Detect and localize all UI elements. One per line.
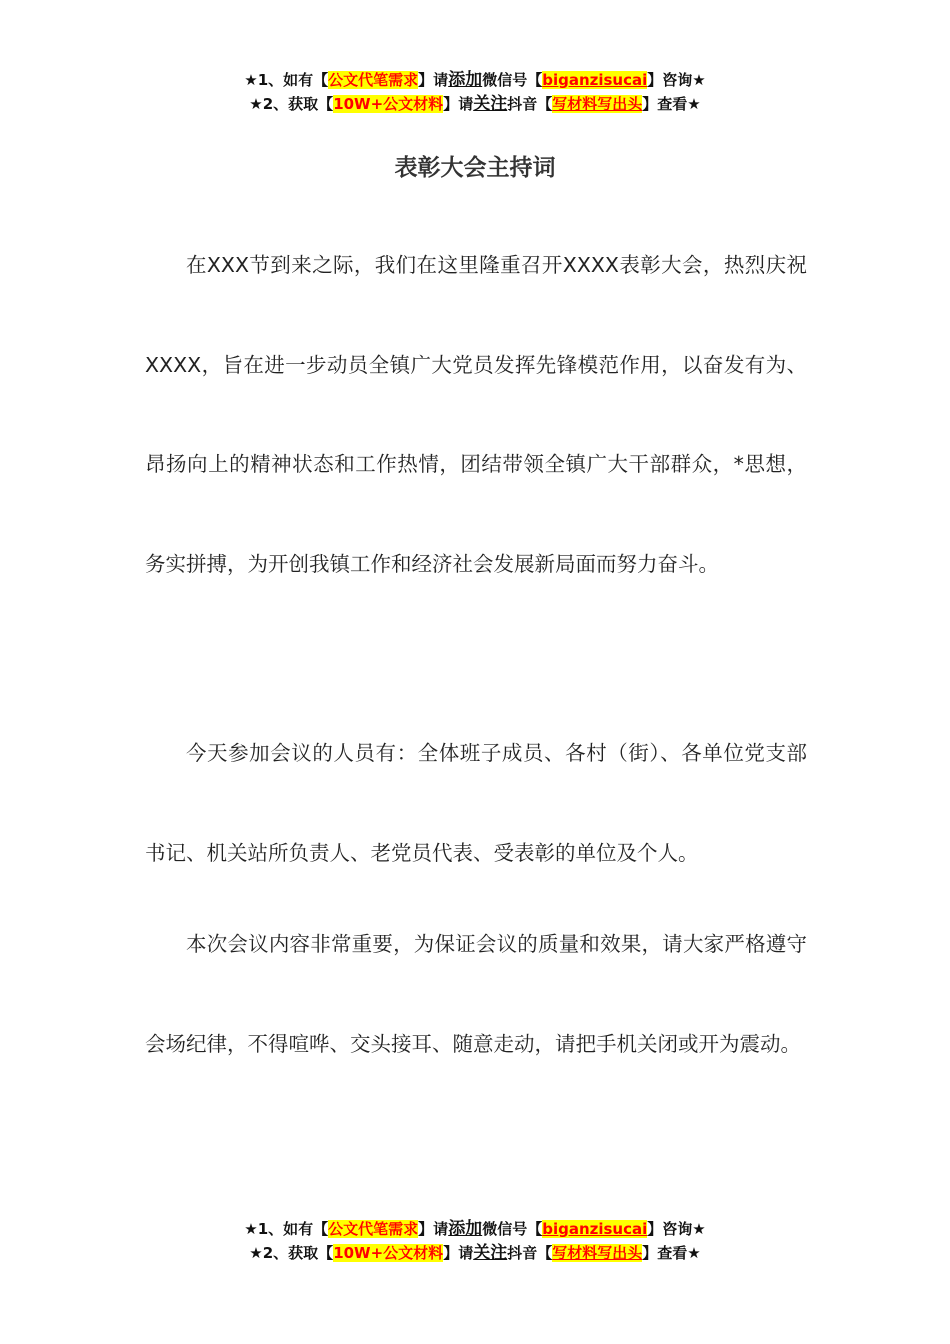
promo-line-2-emphasis: 关注: [473, 1243, 508, 1263]
promo-line-2-highlight-materials: 10W+公文材料: [333, 95, 444, 113]
promo-line-1-prefix: ★1、如有【: [244, 71, 329, 89]
promo-line-1-mid: 】请: [418, 1220, 449, 1238]
promo-line-1-mid-2: 微信号【: [482, 1220, 543, 1238]
body-paragraph-opening: [145, 216, 807, 614]
body-paragraph-attendees: [145, 704, 807, 903]
promo-line-2-suffix: 】查看★: [642, 1244, 701, 1262]
promo-line-1-emphasis: 添加: [448, 70, 483, 90]
promo-line-2-douyin-account: 写材料写出头: [552, 95, 643, 113]
document-title: 表彰大会主持词: [394, 155, 556, 181]
bottom-promo-banner: [0, 1217, 950, 1265]
promo-line-1-highlight-service: 公文代笔需求: [328, 1220, 419, 1238]
promo-line-1-mid-2: 微信号【: [482, 71, 543, 89]
body-paragraph-discipline: [145, 895, 807, 1094]
promo-line-1: [0, 1217, 950, 1241]
promo-line-2-mid-2: 抖音【: [507, 95, 553, 113]
promo-line-1-suffix: 】咨询★: [647, 1220, 706, 1238]
promo-line-2-mid: 】请: [443, 95, 474, 113]
promo-line-2-mid: 】请: [443, 1244, 474, 1262]
promo-line-2-suffix: 】查看★: [642, 95, 701, 113]
promo-line-1-mid: 】请: [418, 71, 449, 89]
paragraph-text: 在XXX节到来之际，我们在这里隆重召开XXXX表彰大会，热烈庆祝XXXX，旨在进一步动员全镇广大党员发挥先锋模范作用，以奋发有为、昂扬向上的精神状态和工作热情，团结带领全镇广大干部群众，*思想，务实拼搏，为开创我镇工作和经济社会发展新局面而努力奋斗。: [145, 253, 807, 576]
promo-line-1-prefix: ★1、如有【: [244, 1220, 329, 1238]
promo-line-1: [0, 68, 950, 92]
promo-line-1-wechat-id: biganzisucai: [542, 71, 648, 89]
promo-line-2: [0, 92, 950, 116]
promo-line-2-prefix: ★2、获取【: [249, 95, 334, 113]
promo-line-2-prefix: ★2、获取【: [249, 1244, 334, 1262]
promo-line-2-mid-2: 抖音【: [507, 1244, 553, 1262]
promo-line-1-wechat-id: biganzisucai: [542, 1220, 648, 1238]
promo-line-1-suffix: 】咨询★: [647, 71, 706, 89]
paragraph-text: 今天参加会议的人员有：全体班子成员、各村（街）、各单位党支部书记、机关站所负责人、老党员代表、受表彰的单位及个人。: [145, 741, 807, 865]
top-promo-banner: [0, 68, 950, 116]
promo-line-2-douyin-account: 写材料写出头: [552, 1244, 643, 1262]
promo-line-2: [0, 1241, 950, 1265]
promo-line-2-highlight-materials: 10W+公文材料: [333, 1244, 444, 1262]
promo-line-2-emphasis: 关注: [473, 94, 508, 114]
paragraph-text: 本次会议内容非常重要，为保证会议的质量和效果，请大家严格遵守会场纪律，不得喧哗、交头接耳、随意走动，请把手机关闭或开为震动。: [145, 932, 807, 1056]
promo-line-1-emphasis: 添加: [448, 1219, 483, 1239]
promo-line-1-highlight-service: 公文代笔需求: [328, 71, 419, 89]
